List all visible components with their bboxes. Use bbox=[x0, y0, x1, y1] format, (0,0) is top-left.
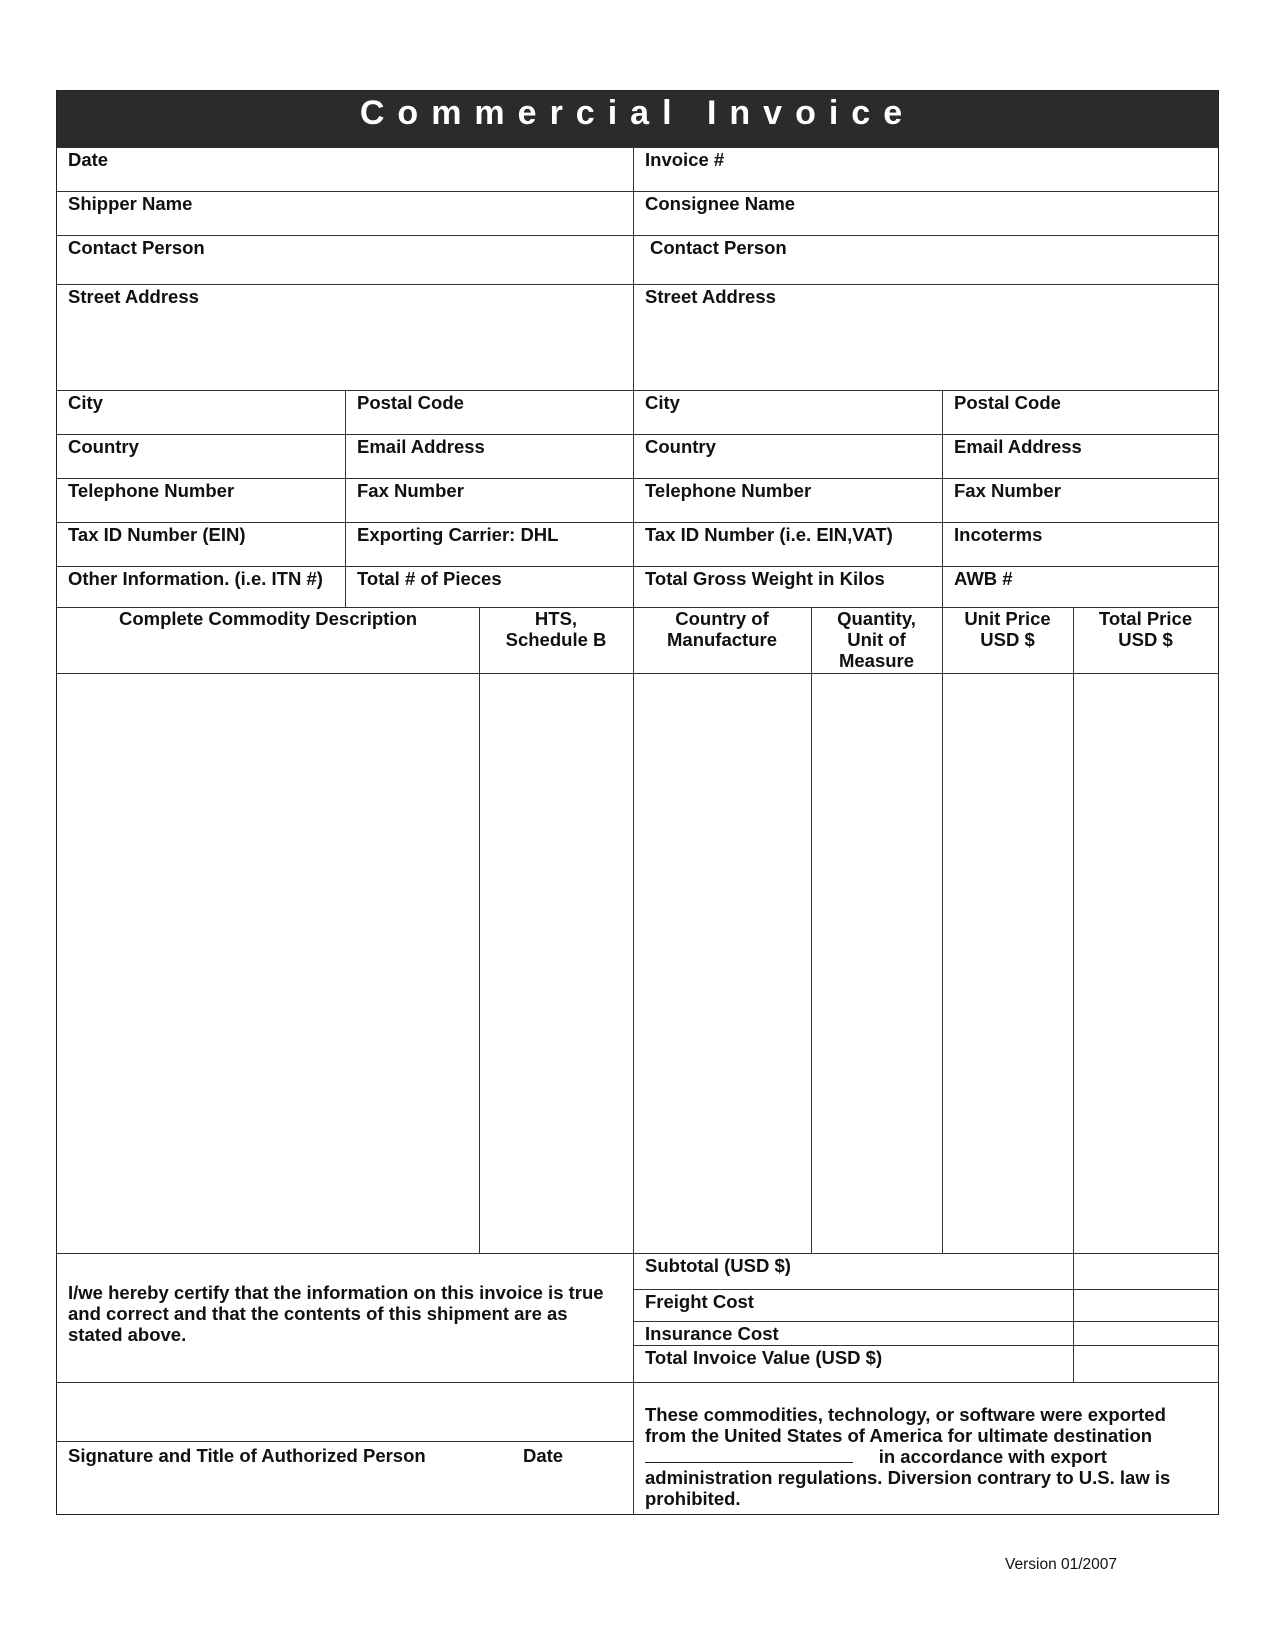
consignee-postal-label: Postal Code bbox=[954, 392, 1061, 413]
subtotal-label: Subtotal (USD $) bbox=[645, 1255, 791, 1276]
shipper-fax-label: Fax Number bbox=[357, 480, 464, 501]
shipper-tax-id-label: Tax ID Number (EIN) bbox=[68, 524, 246, 545]
divider bbox=[57, 522, 1218, 523]
consignee-tax-id-label: Tax ID Number (i.e. EIN,VAT) bbox=[645, 524, 893, 545]
consignee-email-label: Email Address bbox=[954, 436, 1082, 457]
export-statement-part-1: These commodities, technology, or software were exported from the United States of America for ultimate destination bbox=[645, 1404, 1166, 1446]
consignee-country-label: Country bbox=[645, 436, 716, 457]
consignee-street-label: Street Address bbox=[645, 286, 776, 307]
invoice-number-label: Invoice # bbox=[645, 149, 725, 170]
divider bbox=[633, 1289, 1218, 1290]
divider bbox=[57, 673, 1218, 674]
shipper-city-label: City bbox=[68, 392, 103, 413]
gross-weight-label: Total Gross Weight in Kilos bbox=[645, 568, 885, 589]
divider bbox=[57, 235, 1218, 236]
divider bbox=[57, 1253, 1218, 1254]
shipper-street-label: Street Address bbox=[68, 286, 199, 307]
export-statement bbox=[645, 1404, 1205, 1509]
center-divider bbox=[633, 147, 634, 1514]
column-header-country-of-manufacture: Country of Manufacture bbox=[667, 608, 777, 650]
form-title: Commercial Invoice bbox=[57, 91, 1218, 147]
divider bbox=[57, 566, 1218, 567]
divider bbox=[57, 434, 1218, 435]
divider bbox=[57, 478, 1218, 479]
column-header-hts: HTS, Schedule B bbox=[505, 608, 607, 650]
incoterms-label: Incoterms bbox=[954, 524, 1043, 545]
consignee-fax-label: Fax Number bbox=[954, 480, 1061, 501]
divider bbox=[57, 191, 1218, 192]
exporting-carrier-label: Exporting Carrier: DHL bbox=[357, 524, 559, 545]
shipper-email-label: Email Address bbox=[357, 436, 485, 457]
shipper-contact-label: Contact Person bbox=[68, 237, 205, 258]
divider bbox=[57, 390, 1218, 391]
consignee-contact-label: Contact Person bbox=[650, 237, 787, 258]
certification-statement: I/we hereby certify that the information on this invoice is true and correct and that the contents of this shipment are as stated above. bbox=[68, 1282, 604, 1345]
consignee-city-label: City bbox=[645, 392, 680, 413]
signature-line bbox=[57, 1441, 633, 1442]
divider bbox=[345, 390, 346, 607]
divider bbox=[811, 607, 812, 1253]
consignee-name-label: Consignee Name bbox=[645, 193, 796, 214]
column-header-quantity: Quantity, Unit of Measure bbox=[837, 608, 916, 671]
signature-date-label: Date bbox=[523, 1445, 564, 1466]
divider bbox=[942, 390, 943, 607]
divider bbox=[633, 1321, 1218, 1322]
version-label: Version 01/2007 bbox=[1005, 1556, 1118, 1573]
divider bbox=[633, 1345, 1218, 1346]
shipper-country-label: Country bbox=[68, 436, 139, 457]
shipper-name-label: Shipper Name bbox=[68, 193, 193, 214]
total-invoice-value-label: Total Invoice Value (USD $) bbox=[645, 1347, 883, 1368]
divider bbox=[57, 284, 1218, 285]
freight-cost-label: Freight Cost bbox=[645, 1291, 754, 1312]
divider bbox=[1073, 1253, 1074, 1382]
total-pieces-label: Total # of Pieces bbox=[357, 568, 502, 589]
insurance-cost-label: Insurance Cost bbox=[645, 1323, 779, 1344]
divider bbox=[57, 1382, 1218, 1383]
column-header-description: Complete Commodity Description bbox=[118, 608, 418, 629]
signature-label: Signature and Title of Authorized Person bbox=[68, 1445, 426, 1466]
divider bbox=[479, 607, 480, 1253]
export-statement-part-2: in accordance with export administration regulations. Diversion contrary to U.S. law is prohibited. bbox=[645, 1446, 1171, 1509]
awb-label: AWB # bbox=[954, 568, 1013, 589]
consignee-phone-label: Telephone Number bbox=[645, 480, 812, 501]
commercial-invoice-form bbox=[56, 90, 1219, 1515]
column-header-unit-price: Unit Price USD $ bbox=[964, 608, 1051, 650]
divider bbox=[1073, 607, 1074, 1253]
shipper-phone-label: Telephone Number bbox=[68, 480, 235, 501]
destination-blank-line bbox=[645, 1447, 853, 1463]
divider bbox=[942, 607, 943, 1253]
column-header-total-price: Total Price USD $ bbox=[1098, 608, 1193, 650]
shipper-postal-label: Postal Code bbox=[357, 392, 464, 413]
date-label: Date bbox=[68, 149, 109, 170]
divider bbox=[57, 147, 1218, 148]
other-information-label: Other Information. (i.e. ITN #) bbox=[68, 568, 323, 589]
